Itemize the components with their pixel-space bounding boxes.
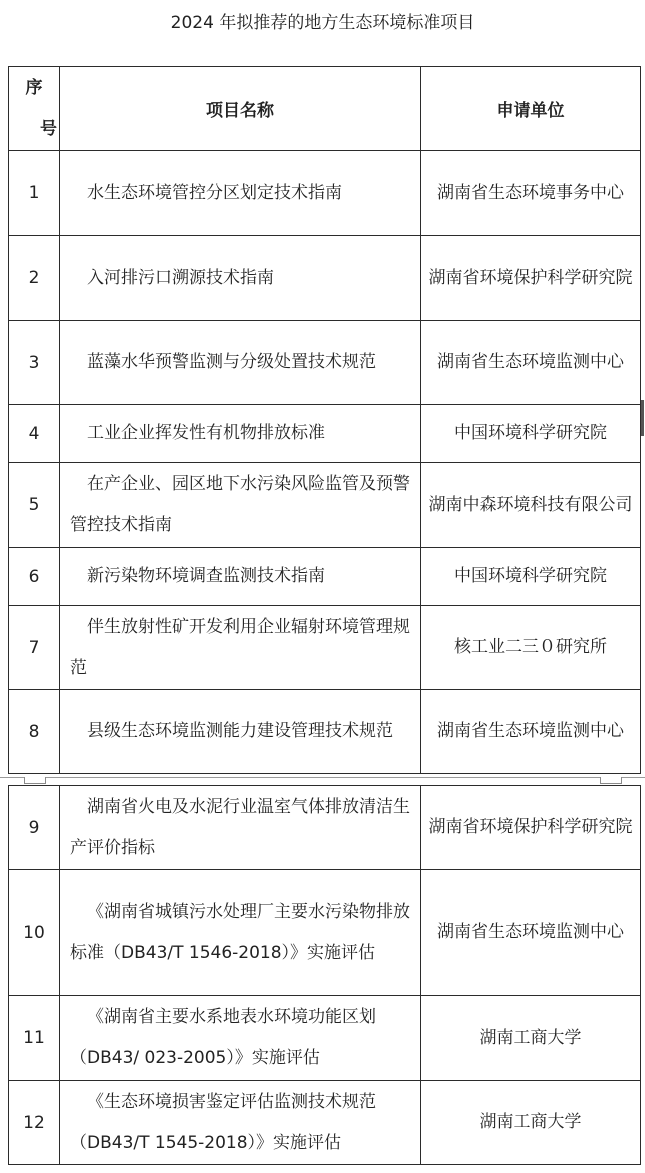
project-name: 《湖南省城镇污水处理厂主要水污染物排放标准（DB43/T 1546-2018）》实施评估 xyxy=(60,870,421,996)
page-break-corner-right xyxy=(600,777,622,784)
page-break-line xyxy=(0,777,645,778)
project-name: 蓝藻水华预警监测与分级处置技术规范 xyxy=(60,321,421,405)
column-header-no-line1: 序 xyxy=(25,77,43,98)
standards-table-part-1 xyxy=(8,66,641,774)
row-number: 9 xyxy=(9,786,60,870)
column-header-unit: 申请单位 xyxy=(421,67,641,151)
applicant-unit: 核工业二三０研究所 xyxy=(421,606,641,690)
applicant-unit: 中国环境科学研究院 xyxy=(421,548,641,606)
row-number: 12 xyxy=(9,1081,60,1165)
table-row xyxy=(9,870,641,996)
table-row xyxy=(9,321,641,405)
applicant-unit: 湖南工商大学 xyxy=(421,996,641,1081)
standards-table-part-2 xyxy=(8,785,641,1165)
project-name: 工业企业挥发性有机物排放标准 xyxy=(60,405,421,463)
table-row xyxy=(9,236,641,321)
project-name: 在产企业、园区地下水污染风险监管及预警管控技术指南 xyxy=(60,463,421,548)
table-row xyxy=(9,151,641,236)
row-number: 2 xyxy=(9,236,60,321)
applicant-unit: 湖南省环境保护科学研究院 xyxy=(421,236,641,321)
project-name: 《湖南省主要水系地表水环境功能区划（DB43/ 023-2005）》实施评估 xyxy=(60,996,421,1081)
column-header-no-line2: 号 xyxy=(40,118,57,139)
applicant-unit: 湖南省生态环境监测中心 xyxy=(421,870,641,996)
row-number: 1 xyxy=(9,151,60,236)
table-header-row xyxy=(9,67,641,151)
column-header-name: 项目名称 xyxy=(60,67,421,151)
scroll-marker xyxy=(641,400,644,436)
table-row xyxy=(9,405,641,463)
applicant-unit: 中国环境科学研究院 xyxy=(421,405,641,463)
page-title: 2024 年拟推荐的地方生态环境标准项目 xyxy=(170,13,475,33)
applicant-unit: 湖南省生态环境事务中心 xyxy=(421,151,641,236)
applicant-unit: 湖南省环境保护科学研究院 xyxy=(421,786,641,870)
column-header-no xyxy=(9,67,60,151)
table-row xyxy=(9,690,641,774)
project-name: 县级生态环境监测能力建设管理技术规范 xyxy=(60,690,421,774)
table-row xyxy=(9,996,641,1081)
table-row xyxy=(9,606,641,690)
row-number: 10 xyxy=(9,870,60,996)
applicant-unit: 湖南省生态环境监测中心 xyxy=(421,321,641,405)
row-number: 5 xyxy=(9,463,60,548)
row-number: 3 xyxy=(9,321,60,405)
page-break-corner-left xyxy=(24,777,46,784)
project-name: 《生态环境损害鉴定评估监测技术规范（DB43/T 1545-2018）》实施评估 xyxy=(60,1081,421,1165)
project-name: 新污染物环境调查监测技术指南 xyxy=(60,548,421,606)
applicant-unit: 湖南工商大学 xyxy=(421,1081,641,1165)
row-number: 6 xyxy=(9,548,60,606)
project-name: 入河排污口溯源技术指南 xyxy=(60,236,421,321)
project-name: 伴生放射性矿开发利用企业辐射环境管理规范 xyxy=(60,606,421,690)
table-row xyxy=(9,1081,641,1165)
table-row xyxy=(9,463,641,548)
applicant-unit: 湖南中森环境科技有限公司 xyxy=(421,463,641,548)
row-number: 11 xyxy=(9,996,60,1081)
row-number: 7 xyxy=(9,606,60,690)
row-number: 4 xyxy=(9,405,60,463)
project-name: 湖南省火电及水泥行业温室气体排放清洁生产评价指标 xyxy=(60,786,421,870)
table-row xyxy=(9,548,641,606)
row-number: 8 xyxy=(9,690,60,774)
applicant-unit: 湖南省生态环境监测中心 xyxy=(421,690,641,774)
project-name: 水生态环境管控分区划定技术指南 xyxy=(60,151,421,236)
table-row xyxy=(9,786,641,870)
